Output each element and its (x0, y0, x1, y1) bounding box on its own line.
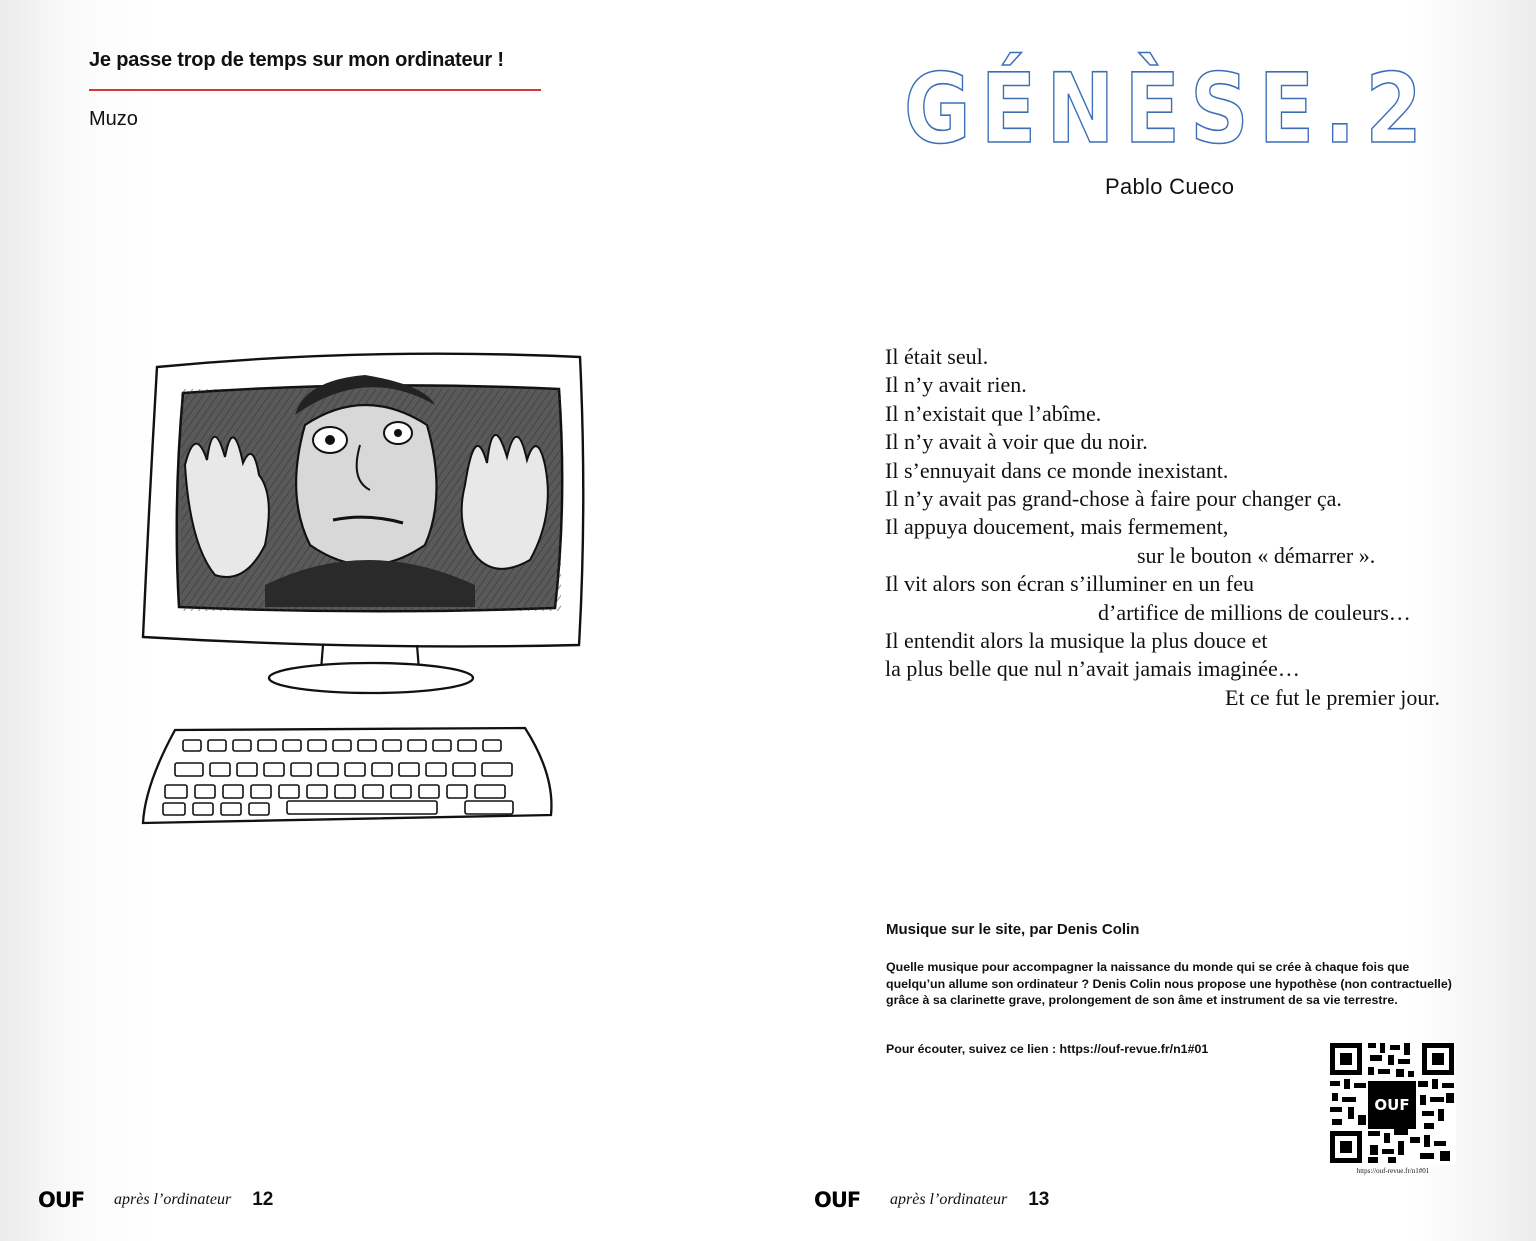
poem-line: Il n’y avait rien. (885, 372, 1027, 398)
left-page-author: Muzo (89, 108, 138, 130)
poem-line: Il vit alors son écran s’illuminer en un feu (885, 571, 1255, 597)
page-number: 13 (1028, 1189, 1050, 1210)
page-number: 12 (252, 1189, 274, 1210)
poem-line: Il appuya doucement, mais fermement, (885, 514, 1229, 540)
qr-caption: https://ouf-revue.fr/n1#01 (1356, 1167, 1430, 1175)
poem-line: Et ce fut le premier jour. (1225, 684, 1441, 710)
right-page-footer (814, 1183, 1049, 1217)
qr-label: OUF (1374, 1096, 1410, 1114)
poem-line: la plus belle que nul n’avait jamais imaginée… (885, 656, 1300, 682)
music-link[interactable]: Pour écouter, suivez ce lien : https://ouf-revue.fr/n1#01 (886, 1042, 1209, 1056)
left-page-title: Je passe trop de temps sur mon ordinateur ! (89, 49, 504, 71)
poem-line: Il entendit alors la musique la plus douce et (885, 628, 1268, 654)
right-page-author: Pablo Cueco (1105, 174, 1235, 199)
poem-line: Il n’y avait à voir que du noir. (885, 429, 1148, 455)
genese-title-text: GÉNÈSE.2 (904, 53, 1529, 165)
ouf-logo: OUF (38, 1188, 85, 1212)
title-divider (89, 89, 541, 91)
music-description: Quelle musique pour accompagner la naissance du monde qui se crée à chaque fois que quelqu’un allume son ordinateur ? Denis Colin nous propose une hypothèse (non contractuelle) grâce à sa clarinette grave, prolongement de son âme et instrument de sa vie terrestre. (886, 960, 1452, 1007)
poem-line: sur le bouton « démarrer ». (1137, 542, 1376, 568)
series-title: après l’ordinateur (890, 1191, 1008, 1208)
genese-title (900, 52, 1529, 165)
ouf-logo: OUF (814, 1188, 861, 1212)
poem-line: Il s’ennuyait dans ce monde inexistant. (885, 457, 1229, 483)
poem (885, 343, 1465, 712)
series-title: après l’ordinateur (114, 1191, 232, 1208)
computer-illustration (135, 345, 595, 845)
poem-line: Il était seul. (885, 344, 989, 369)
poem-line: Il n’y avait pas grand-chose à faire pour changer ça. (885, 486, 1342, 512)
music-heading: Musique sur le site, par Denis Colin (886, 921, 1140, 938)
qr-code[interactable] (1328, 1041, 1456, 1165)
left-page-footer (38, 1183, 273, 1217)
right-hand-drawing (462, 435, 548, 569)
poem-line: Il n’existait que l’abîme. (885, 400, 1102, 426)
poem-line: d’artifice de millions de couleurs… (1098, 599, 1411, 625)
